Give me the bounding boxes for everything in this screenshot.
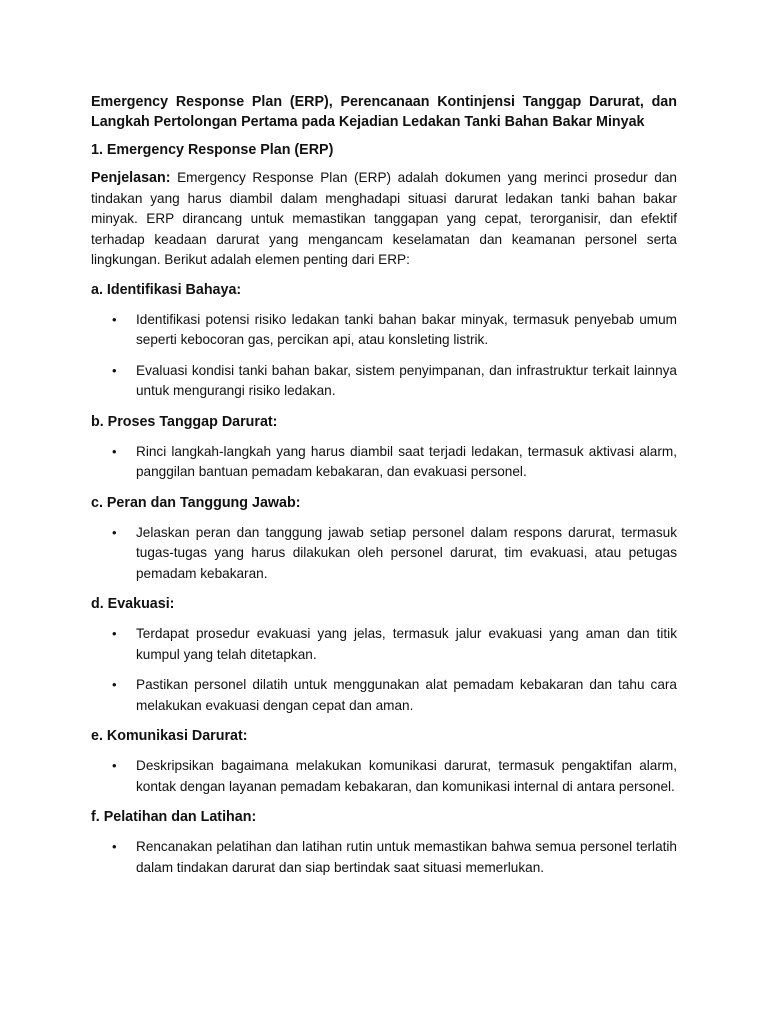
section-identifikasi-bahaya <box>91 280 677 402</box>
list-item <box>91 523 677 585</box>
bullet-icon: • <box>112 839 117 854</box>
bullet-icon: • <box>112 524 117 540</box>
list-item-text: Rencanakan pelatihan dan latihan rutin untuk memastikan bahwa semua personel terlatih dalam tindakan darurat dan siap bertindak saat situasi memerlukan. <box>136 839 677 875</box>
intro-paragraph <box>91 168 677 271</box>
list-item <box>91 310 677 351</box>
section-pelatihan-dan-latihan <box>91 807 677 878</box>
list-item-text: Evaluasi kondisi tanki bahan bakar, sistem penyimpanan, dan infrastruktur terkait lainnya untuk mengurangi risiko ledakan. <box>136 362 677 398</box>
bullet-icon: • <box>112 362 117 378</box>
list-item-text: Rinci langkah-langkah yang harus diambil saat terjadi ledakan, termasuk aktivasi alarm, panggilan bantuan pemadam kebakaran, dan evakuasi personel. <box>136 443 677 479</box>
list-item <box>91 624 677 665</box>
section-heading: 1. Emergency Response Plan (ERP) <box>91 142 334 158</box>
subsection-heading: c. Peran dan Tanggung Jawab: <box>91 494 301 511</box>
bullet-icon: • <box>112 311 117 327</box>
list-item-text: Pastikan personel dilatih untuk menggunakan alat pemadam kebakaran dan tahu cara melakukan evakuasi dengan cepat dan aman. <box>136 677 677 713</box>
list-item-text: Deskripsikan bagaimana melakukan komunikasi darurat, termasuk pengaktifan alarm, kontak dengan layanan pemadam kebakaran, dan komunikasi internal di antara personel. <box>136 758 677 794</box>
subsection-heading: b. Proses Tanggap Darurat: <box>91 413 278 430</box>
bullet-list <box>91 523 677 585</box>
list-item <box>91 756 677 797</box>
intro-text: Emergency Response Plan (ERP) adalah dokumen yang merinci prosedur dan tindakan yang harus diambil dalam menghadapi situasi darurat ledakan tanki bahan bakar minyak. ERP dirancang untuk memastikan tanggapan yang cepat, terorganisir, dan efektif terhadap keadaan darurat yang mengancam keselamatan dan keamanan personel serta lingkungan. Berikut adalah elemen penting dari ERP: <box>91 170 677 267</box>
list-item-text: Terdapat prosedur evakuasi yang jelas, termasuk jalur evakuasi yang aman dan titik kumpul yang telah ditetapkan. <box>136 626 677 662</box>
bullet-list <box>91 837 677 878</box>
section-evakuasi <box>91 594 677 716</box>
bullet-list <box>91 442 677 483</box>
bullet-icon: • <box>112 626 117 641</box>
bullet-list <box>91 624 677 716</box>
document-title: Emergency Response Plan (ERP), Perencanaan Kontinjensi Tanggap Darurat, dan Langkah Pertolongan Pertama pada Kejadian Ledakan Tanki Bahan Bakar Minyak <box>91 94 677 130</box>
sections-container <box>91 280 677 879</box>
intro-lead: Penjelasan: <box>91 170 171 186</box>
list-item <box>91 361 677 402</box>
list-item-text: Identifikasi potensi risiko ledakan tanki bahan bakar minyak, termasuk penyebab umum seperti kebocoran gas, percikan api, atau konsleting listrik. <box>136 311 677 347</box>
subsection-heading: d. Evakuasi: <box>91 596 175 612</box>
list-item <box>91 442 677 483</box>
bullet-list <box>91 310 677 402</box>
list-item <box>91 675 677 716</box>
list-item-text: Jelaskan peran dan tanggung jawab setiap personel dalam respons darurat, termasuk tugas-tugas yang harus dilakukan oleh personel darurat, tim evakuasi, atau petugas pemadam kebakaran. <box>136 524 677 581</box>
section-proses-tanggap-darurat <box>91 412 677 483</box>
subsection-heading: a. Identifikasi Bahaya: <box>91 281 242 298</box>
subsection-heading: e. Komunikasi Darurat: <box>91 728 248 744</box>
list-item <box>91 837 677 878</box>
section-komunikasi-darurat <box>91 726 677 797</box>
bullet-icon: • <box>112 443 117 459</box>
subsection-heading: f. Pelatihan dan Latihan: <box>91 809 257 825</box>
section-peran-dan-tanggung-jawab <box>91 493 677 585</box>
bullet-list <box>91 756 677 797</box>
bullet-icon: • <box>112 758 117 773</box>
bullet-icon: • <box>112 677 117 692</box>
